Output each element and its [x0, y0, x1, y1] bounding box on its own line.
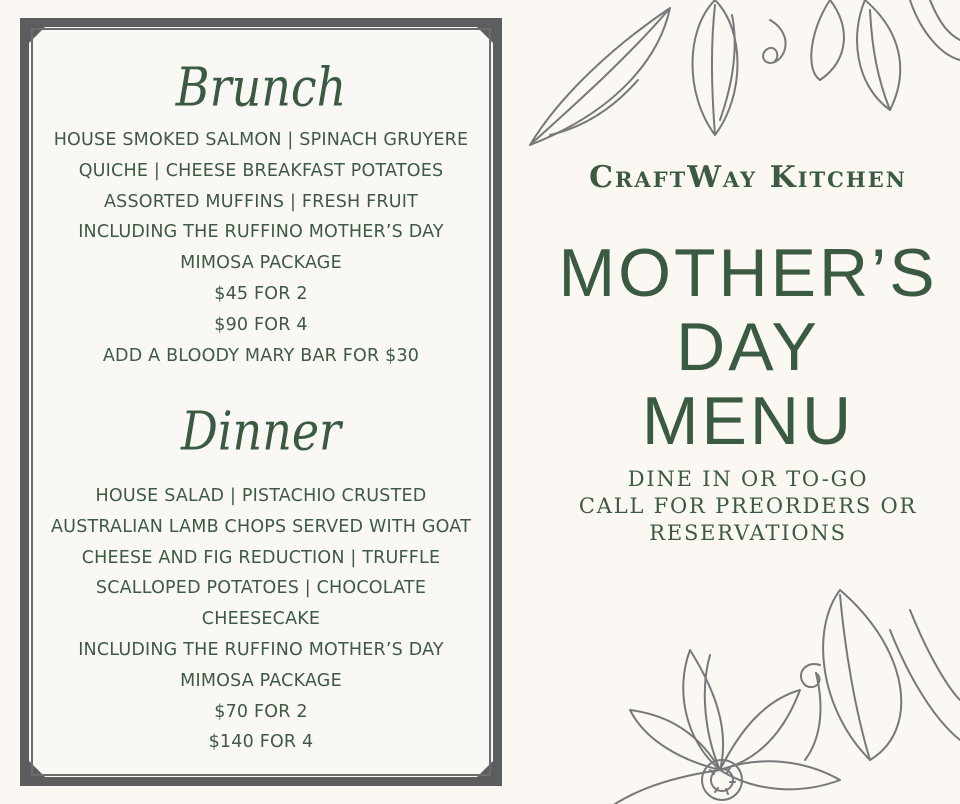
page-title	[520, 236, 960, 458]
dinner-price: $70 FOR 2	[214, 701, 308, 722]
preorder-note: CALL FOR PREORDERS OR	[578, 494, 918, 518]
brunch-line: INCLUDING THE RUFFINO MOTHER’S DAY	[78, 222, 444, 243]
title-line-mothers: MOTHER’S	[558, 235, 938, 311]
leaf-illustration-icon	[520, 0, 960, 155]
brand-name: CraftWay Kitchen	[589, 160, 907, 195]
dinner-line: INCLUDING THE RUFFINO MOTHER’S DAY	[78, 639, 444, 660]
dinner-line: MIMOSA PACKAGE	[180, 670, 342, 691]
dinner-line: AUSTRALIAN LAMB CHOPS SERVED WITH GOAT	[51, 516, 471, 537]
dinner-line: CHEESE AND FIG REDUCTION | TRUFFLE	[81, 547, 441, 568]
title-line-day: DAY	[676, 309, 820, 385]
service-info	[520, 466, 960, 547]
dinner-line: SCALLOPED POTATOES | CHOCOLATE	[95, 578, 427, 599]
brunch-line: MIMOSA PACKAGE	[180, 253, 342, 274]
brunch-items	[20, 125, 502, 371]
dine-in-note: DINE IN OR TO-GO	[627, 467, 869, 491]
brunch-line: QUICHE | CHEESE BREAKFAST POTATOES	[78, 160, 444, 181]
brunch-line: ASSORTED MUFFINS | FRESH FRUIT	[103, 191, 419, 212]
brunch-line: HOUSE SMOKED SALMON | SPINACH GRUYERE	[53, 130, 469, 150]
dinner-line: HOUSE SALAD | PISTACHIO CRUSTED	[95, 486, 427, 506]
dinner-line: CHEESECAKE	[201, 609, 321, 630]
brunch-price: $45 FOR 2	[214, 283, 308, 304]
dinner-price: $140 FOR 4	[208, 732, 314, 753]
flower-illustration-icon	[590, 570, 960, 804]
title-line-menu: MENU	[641, 383, 855, 459]
brunch-addon: ADD A BLOODY MARY BAR FOR $30	[102, 345, 420, 366]
menu-card	[20, 18, 502, 786]
dinner-heading: Dinner	[180, 399, 342, 463]
brunch-price: $90 FOR 4	[214, 314, 308, 335]
reservation-note: RESERVATIONS	[649, 521, 847, 545]
dinner-items	[20, 481, 502, 758]
brunch-heading: Brunch	[175, 55, 347, 119]
